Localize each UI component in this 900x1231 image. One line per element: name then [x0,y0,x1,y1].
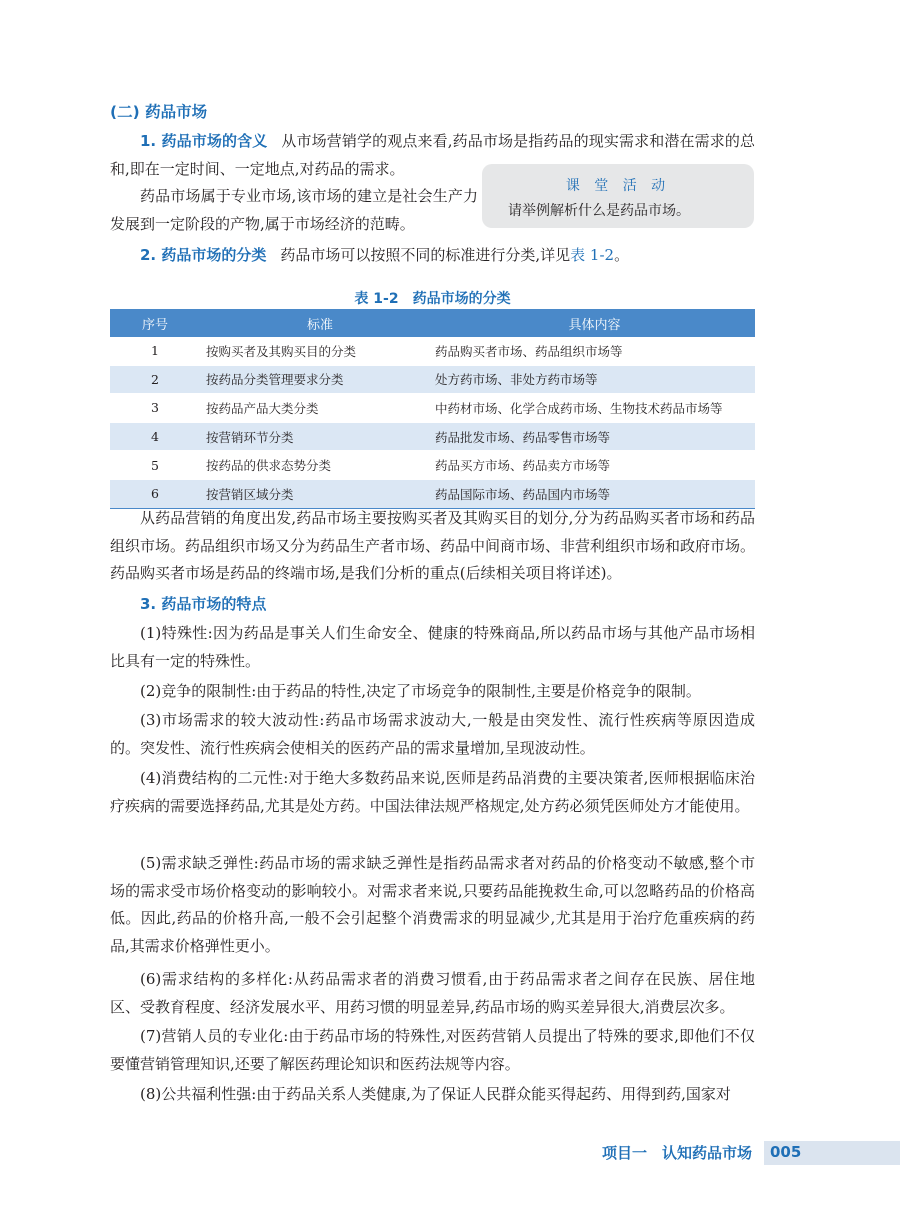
paragraph-features-title [110,591,755,619]
feature-item-6: (6)需求结构的多样化:从药品需求者的消费习惯看,由于药品需求者之间存在民族、居住地区、受教育程度、经济发展水平、用药习惯的明显差异,药品市场的购买差异很大,消费层次多。 [110,970,755,1016]
row-content: 处方药市场、非处方药市场等 [435,365,755,394]
row-criterion: 按营销环节分类 [200,422,435,451]
activity-title: 课 堂 活 动 [565,178,671,194]
row-criterion: 按药品分类管理要求分类 [200,365,435,394]
row-index: 5 [110,451,200,480]
row-index: 6 [110,479,200,508]
classification-text: 药品市场可以按照不同的标准进行分类,详见 [280,246,571,264]
classification-table [110,309,755,509]
table-header-row [110,309,755,337]
header-index: 序号 [110,309,200,337]
feature-item-2: (2)竞争的限制性:由于药品的特性,决定了市场竞争的限制性,主要是价格竞争的限制。 [140,682,701,700]
paragraph-specialized: 药品市场属于专业市场,该市场的建立是社会生产力发展到一定阶段的产物,属于市场经济的范畴。 [110,187,478,233]
subsection-title-1: 1. 药品市场的含义 [140,132,268,150]
table-row [110,337,755,365]
row-criterion: 按药品产品大类分类 [200,394,435,423]
feature-item-4: (4)消费结构的二元性:对于绝大多数药品来说,医师是药品消费的主要决策者,医师根据临床治疗疾病的需要选择药品,尤其是处方药。中国法律法规严格规定,处方药必须凭医师处方才能使用。 [110,769,755,815]
feature-item-7: (7)营销人员的专业化:由于药品市场的特殊性,对医药营销人员提出了特殊的要求,即他们不仅要懂营销管理知识,还要了解医药理论知识和医药法规等内容。 [110,1027,755,1073]
row-index: 4 [110,422,200,451]
row-index: 2 [110,365,200,394]
row-index: 1 [110,337,200,365]
subsection-title-2: 2. 药品市场的分类 [140,246,267,264]
paragraph-after-table: 从药品营销的角度出发,药品市场主要按购买者及其购买目的划分,分为药品购买者市场和药品组织市场。药品组织市场又分为药品生产者市场、药品中间商市场、非营利组织市场和政府市场。药品购买者市场是药品的终端市场,是我们分析的重点(后续相关项目将详述)。 [110,509,756,582]
row-criterion: 按营销区域分类 [200,479,435,508]
row-content: 药品批发市场、药品零售市场等 [435,422,755,451]
row-criterion: 按购买者及其购买目的分类 [200,337,435,365]
row-content: 药品国际市场、药品国内市场等 [435,479,755,508]
row-content: 药品买方市场、药品卖方市场等 [435,451,755,480]
row-index: 3 [110,394,200,423]
footer-chapter-label: 项目一 认知药品市场 [601,1144,752,1162]
table-row [110,479,755,508]
page-number: 005 [770,1143,802,1161]
activity-text: 请举例解析什么是药品市场。 [508,203,690,219]
header-criterion: 标准 [200,309,435,337]
classification-text-end: 。 [614,246,630,264]
row-content: 中药材市场、化学合成药市场、生物技术药品市场等 [435,394,755,423]
feature-item-3: (3)市场需求的较大波动性:药品市场需求波动大,一般是由突发性、流行性疾病等原因造成的。突发性、流行性疾病会使相关的医药产品的需求量增加,呈现波动性。 [110,711,755,757]
table-row [110,394,755,423]
table-row [110,422,755,451]
row-content: 药品购买者市场、药品组织市场等 [435,337,755,365]
feature-item-8: (8)公共福利性强:由于药品关系人类健康,为了保证人民群众能买得起药、用得到药,国家对 [140,1085,731,1103]
feature-item-5: (5)需求缺乏弹性:药品市场的需求缺乏弹性是指药品需求者对药品的价格变动不敏感,整个市场的需求受市场价格变动的影响较小。对需求者来说,只要药品能挽救生命,可以忽略药品的价格高低。因此,药品的价格升高,一般不会引起整个消费需求的明显减少,尤其是用于治疗危重疾病的药品,其需求价格弹性更小。 [110,854,755,955]
table-row [110,365,755,394]
page-footer [0,1141,900,1165]
paragraph-classification [110,242,755,270]
table-row [110,451,755,480]
subsection-title-3: 3. 药品市场的特点 [140,595,267,613]
feature-item-1: (1)特殊性:因为药品是事关人们生命安全、健康的特殊商品,所以药品市场与其他产品市场相比具有一定的特殊性。 [110,624,755,670]
header-content: 具体内容 [435,309,755,337]
section-heading: (二) 药品市场 [110,103,208,121]
classroom-activity-box [482,164,754,228]
row-criterion: 按药品的供求态势分类 [200,451,435,480]
definition-text: 从市场营销学的观点来看,药品市场是指药品的现实需求和潜在需求的总和,即在一定时间、一定地点,对药品的需求。 [110,132,755,178]
table-reference-link[interactable]: 表 1-2 [570,246,615,264]
table-caption: 表 1-2 药品市场的分类 [354,291,511,307]
